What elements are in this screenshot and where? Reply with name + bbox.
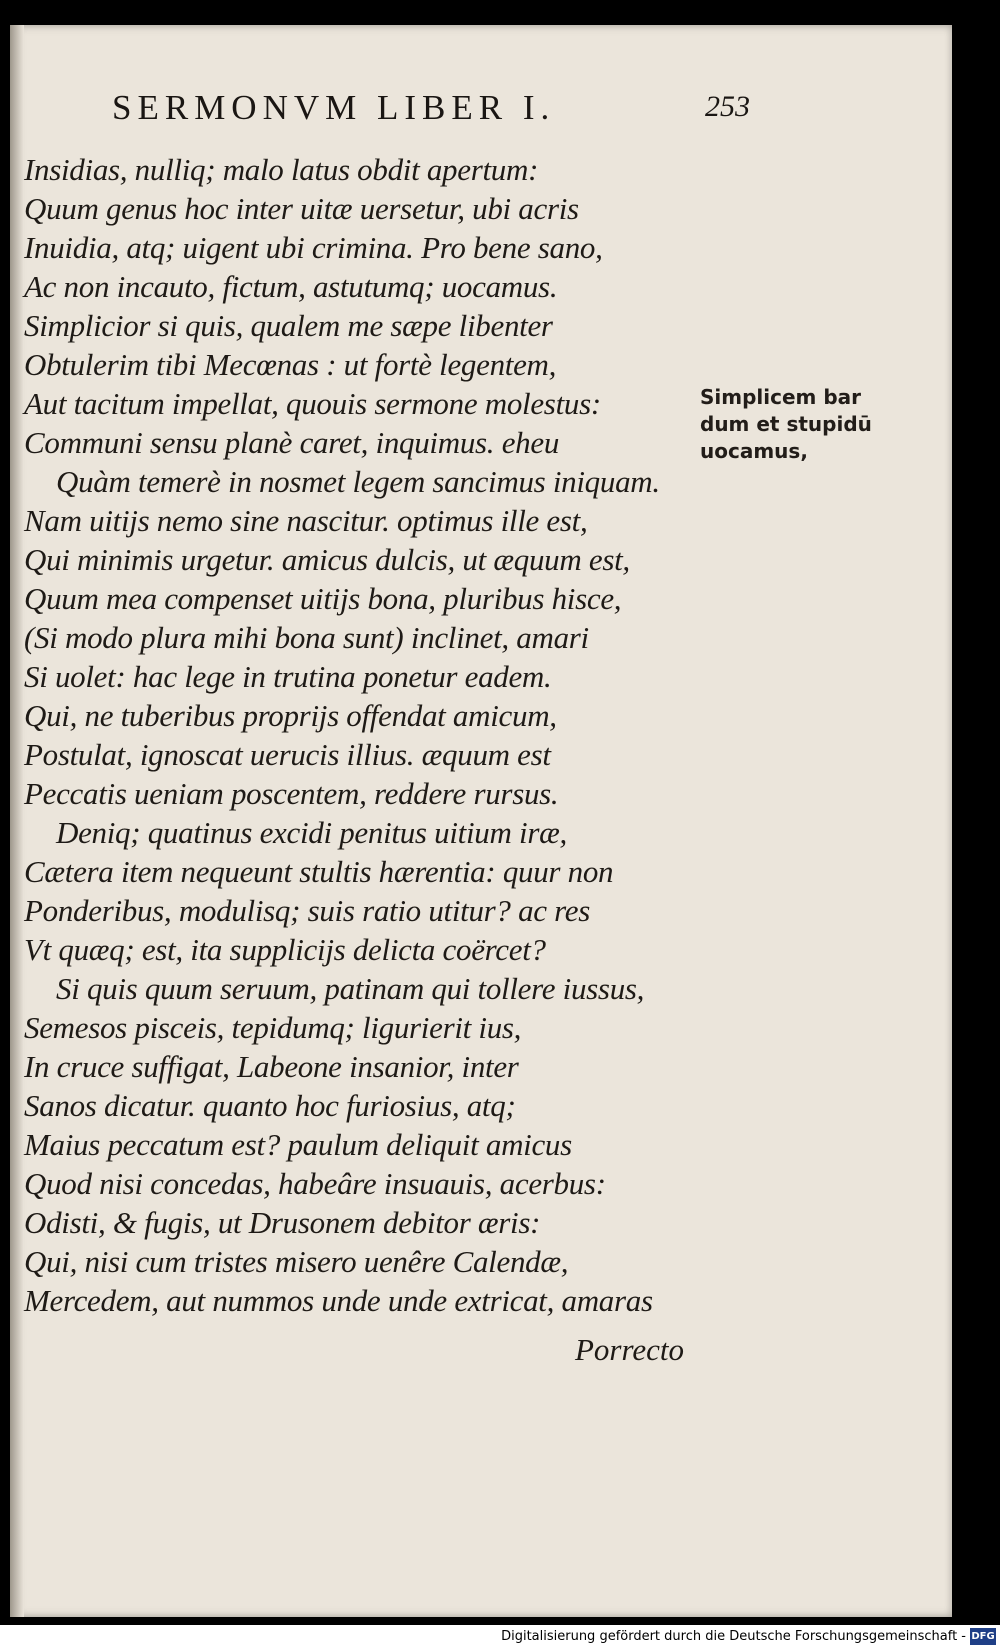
verse-line: Quàm temerè in nosmet legem sancimus iniquam. [56, 464, 660, 499]
catchword: Porrecto [575, 1332, 685, 1367]
verse-line: Quum genus hoc inter uitæ uersetur, ubi acris [24, 191, 579, 226]
verse-line: (Si modo plura mihi bona sunt) inclinet, amari [24, 620, 589, 655]
verse-line: Qui, nisi cum tristes misero uenêre Calendæ, [24, 1244, 569, 1279]
verse-line: Insidias, nulliq; malo latus obdit apertum: [24, 152, 539, 187]
verse-line: In cruce suffigat, Labeone insanior, inter [24, 1049, 519, 1084]
verse-line: Nam uitijs nemo sine nascitur. optimus ille est, [24, 503, 588, 538]
verse-line: Si uolet: hac lege in trutina ponetur eadem. [24, 659, 552, 694]
verse-line: Maius peccatum est? paulum deliquit amicus [24, 1127, 572, 1162]
verse-line: Si quis quum seruum, patinam qui tollere iussus, [56, 971, 645, 1006]
verse-line: Deniq; quatinus excidi penitus uitium iræ, [56, 815, 567, 850]
verse-line: Communi sensu planè caret, inquimus. eheu [24, 425, 560, 460]
verse-line: Aut tacitum impellat, quouis sermone molestus: [24, 386, 601, 421]
verse-line: Postulat, ignoscat uerucis illius. æquum est [24, 737, 551, 772]
verse-line: Quod nisi concedas, habeâre insuauis, acerbus: [24, 1166, 606, 1201]
verse-line: Semesos pisceis, tepidumq; ligurierit ius, [24, 1010, 522, 1045]
footer-strip [0, 1625, 1000, 1651]
verse-line: Inuidia, atq; uigent ubi crimina. Pro bene sano, [24, 230, 603, 265]
verse-line: Quum mea compenset uitijs bona, pluribus hisce, [24, 581, 622, 616]
verse-line: Peccatis ueniam poscentem, reddere rursus. [24, 776, 559, 811]
verse-line: Qui minimis urgetur. amicus dulcis, ut æquum est, [24, 542, 630, 577]
digitization-credit: Digitalisierung gefördert durch die Deutsche Forschungsgemeinschaft - [501, 1629, 966, 1644]
marginal-note [700, 384, 900, 465]
verse-line: Sanos dicatur. quanto hoc furiosius, atq; [24, 1088, 516, 1123]
verse-line: Vt quæq; est, ita supplicijs delicta coërcet? [24, 932, 546, 967]
dfg-logo: DFG [970, 1628, 996, 1645]
verse-line: Qui, ne tuberibus proprijs offendat amicum, [24, 698, 557, 733]
page-gutter-shadow [10, 25, 24, 1617]
running-head: SERMONVM LIBER I. [112, 88, 556, 127]
verse-line: Ac non incauto, fictum, astutumq; uocamus. [24, 269, 558, 304]
verse-line: Odisti, & fugis, ut Drusonem debitor æris: [24, 1205, 541, 1240]
verse-line: Ponderibus, modulisq; suis ratio utitur? ac res [24, 893, 591, 928]
marginal-note-line: Simplicem bar [700, 385, 862, 409]
verse-line: Simplicior si quis, qualem me sæpe libenter [24, 308, 553, 343]
page-number: 253 [705, 90, 750, 123]
marginal-note-line: uocamus, [700, 439, 808, 463]
verse-line: Cætera item nequeunt stultis hærentia: quur non [24, 854, 614, 889]
verse-line: Mercedem, aut nummos unde unde extricat, amaras [24, 1283, 653, 1318]
verse-text [24, 150, 744, 1320]
marginal-note-line: dum et stupidū [700, 412, 872, 436]
verse-line: Obtulerim tibi Mecœnas : ut fortè legentem, [24, 347, 557, 382]
